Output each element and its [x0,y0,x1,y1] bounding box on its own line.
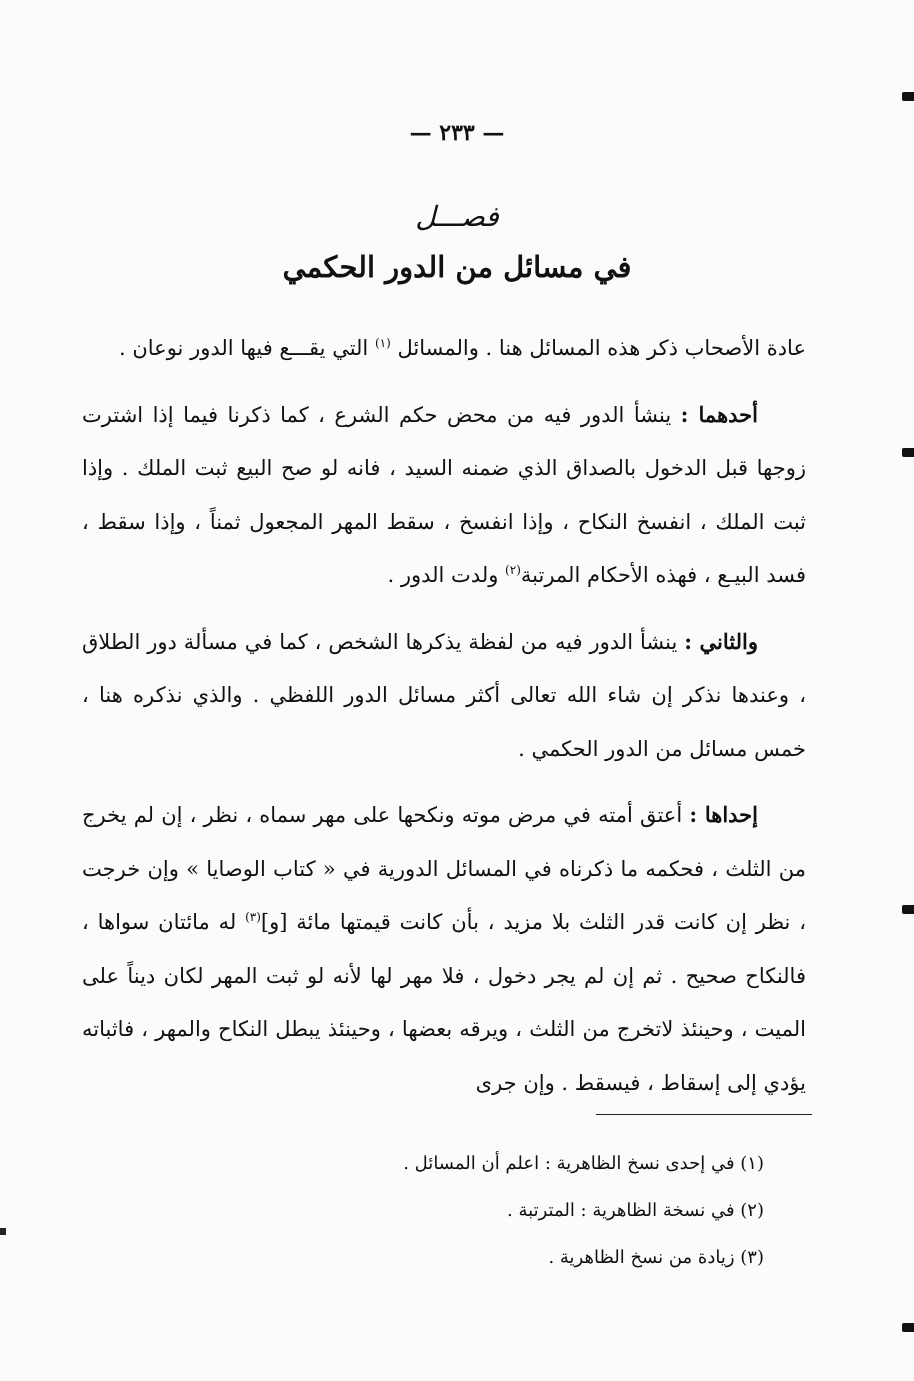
paragraph-text: ينشأ الدور فيه من لفظة يذكرها الشخص ، كما في مسألة دور الطلاق ، وعندها نذكر إن شاء الله تعالى أكثر مسائل الدور اللفظي . والذي نذكره هنا ، خمس مسائل من الدور الحكمي . [82,629,806,761]
paragraph-text: التي يقـــع فيها الدور نوعان . [119,336,375,360]
paragraph-lead-word: أحدهما : [680,401,758,427]
chapter-label: فصـــل [415,200,499,233]
paragraph-text: أعتق أمته في مرض موته ونكحها على مهر سماه ، نظر ، إن لم يخرج من الثلث ، فحكمه ما ذكرناه في المسائل الدورية في « كتاب الوصايا » وإن خرجت ، نظر إن كانت قدر الثلث بلا مزيد ، بأن كانت قيمتها مائة [و] [82,803,806,934]
paragraph [82,388,806,603]
paragraph-text: ينشأ الدور فيه من محض حكم الشرع ، كما ذكرنا فيما إذا اشترت زوجها قبل الدخول بالصداق الذي ضمنه السيد ، فانه لو صح البيع ثبت الملك . وإذا ثبت الملك ، انفسخ النكاح ، وإذا انفسخ ، سقط المهر المجعول ثمناً ، وإذا سقط ، فسد البيـع ، فهذه الأحكام المرتبة [82,402,806,587]
paragraph-lead-word: والثاني : [684,628,758,654]
scan-edge-mark [0,1228,6,1235]
body-text [82,322,806,1122]
footnote-1: (١) في إحدى نسخ الظاهرية : اعلم أن المسائل . [403,1153,764,1174]
scan-edge-mark [902,92,914,101]
paragraph-text: ولدت الدور . [387,563,506,587]
footnote-2: (٢) في نسخة الظاهرية : المترتبة . [507,1200,764,1221]
page-number: — ٢٣٣ — [409,120,505,146]
paragraph [82,615,806,777]
paragraph-text: عادة الأصحاب ذكر هذه المسائل هنا . والمسائل [390,336,806,360]
footnote-ref: (٣) [245,910,261,924]
paragraph [82,322,806,376]
scan-edge-mark [902,448,914,457]
paragraph [82,788,806,1110]
footnote-ref: (١) [374,336,391,350]
paragraph-text: له مائتان سواها ، فالنكاح صحيح . ثم إن لم يجر دخول ، فلا مهر لها لأنه لو ثبت المهر لكان ديناً على الميت ، وحينئذ لاتخرج من الثلث ، ويرقه بعضها ، وحينئذ يبطل النكاح والمهر ، فاثباته يؤدي إلى إسقاط ، فيسقط . وإن جرى [82,910,806,1095]
footnotes [82,1140,764,1281]
footnote-3: (٣) زيادة من نسخ الظاهرية . [548,1247,764,1268]
scan-edge-mark [902,905,914,914]
footnote-ref: (٢) [505,563,521,577]
footnote-divider [596,1114,812,1115]
paragraph-lead-word: إحداها : [689,802,758,827]
chapter-title: في مسائل من الدور الحكمي [282,250,632,284]
scan-edge-mark [902,1323,914,1332]
